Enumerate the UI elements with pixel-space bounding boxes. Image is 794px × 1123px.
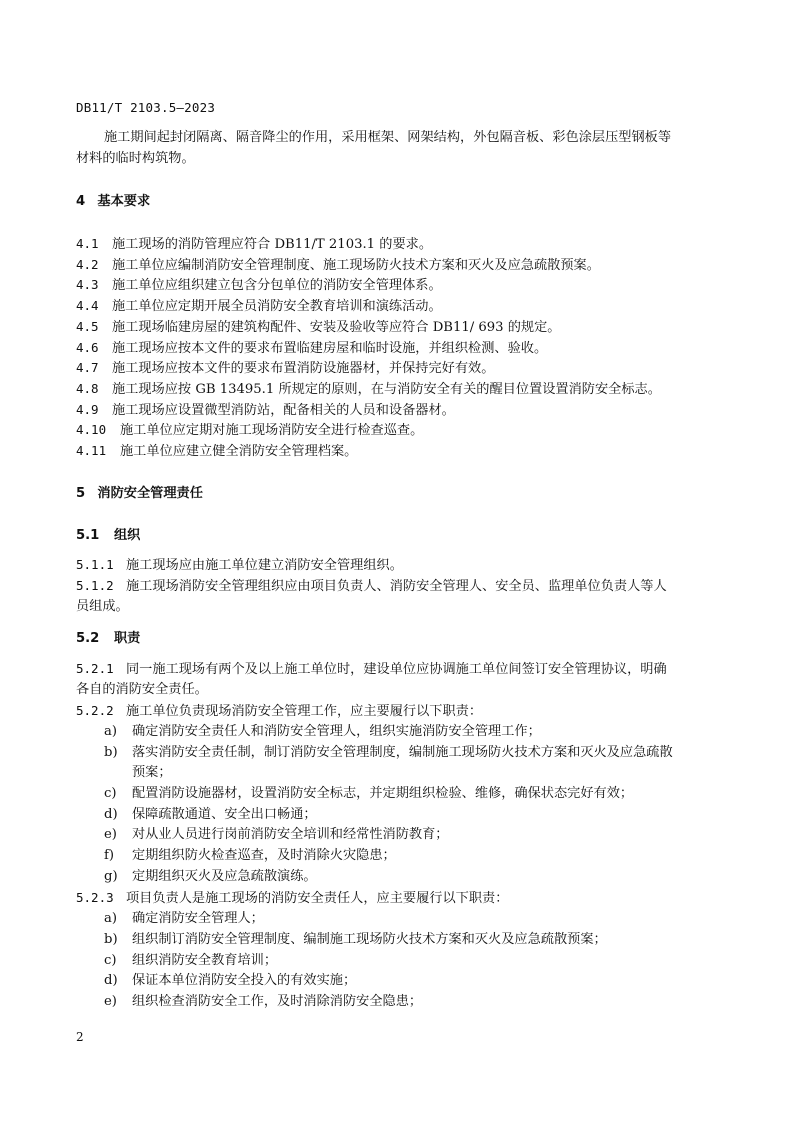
list-marker: c) — [104, 786, 117, 801]
subsection-title: 职责 — [114, 631, 141, 646]
clause-4-9 — [76, 401, 716, 420]
clause-4-3 — [76, 276, 716, 295]
list-item-b — [104, 931, 744, 949]
clause-text: 施工现场消防安全管理组织应由项目负责人、消防安全管理人、安全员、监理单位负责人等人 — [126, 579, 667, 594]
list-marker: e) — [104, 827, 117, 842]
section-4-number: 4 — [76, 194, 86, 209]
list-item-d — [104, 972, 744, 990]
clause-number: 4.11 — [76, 443, 107, 458]
list-item-b-cont: 预案； — [132, 765, 172, 780]
clause-text: 施工现场临建房屋的建筑构配件、安装及验收等应符合 DB11/ 693 的规定。 — [112, 320, 561, 335]
clause-5-2-1-cont: 各自的消防安全责任。 — [76, 682, 208, 697]
list-item-f — [104, 847, 744, 865]
clause-text: 施工单位应建立健全消防安全管理档案。 — [120, 444, 358, 459]
clause-number: 4.2 — [76, 257, 99, 272]
list-text: 定期组织防火检查巡查，及时消除火灾隐患； — [132, 848, 396, 863]
clause-text: 施工现场的消防管理应符合 DB11/T 2103.1 的要求。 — [112, 237, 433, 252]
list-text: 对从业人员进行岗前消防安全培训和经常性消防教育； — [132, 827, 449, 842]
list-marker: a) — [104, 911, 118, 926]
clause-number: 4.5 — [76, 319, 99, 334]
subsection-5-1-heading — [76, 527, 716, 545]
clause-number: 4.9 — [76, 402, 99, 417]
clause-number: 5.2.3 — [76, 890, 114, 905]
clause-text: 施工现场应由施工单位建立消防安全管理组织。 — [126, 558, 403, 573]
list-marker: c) — [104, 953, 117, 968]
clause-number: 5.1.1 — [76, 557, 114, 572]
clause-5-2-3 — [76, 889, 716, 908]
clause-text: 施工单位应编制消防安全管理制度、施工现场防火技术方案和灭火及应急疏散预案。 — [112, 258, 600, 273]
clause-4-2 — [76, 256, 716, 275]
list-marker: b) — [104, 932, 118, 947]
clause-5-1-2 — [76, 577, 716, 596]
document-code-header: DB11/T 2103.5—2023 — [76, 100, 216, 115]
list-item-c — [104, 785, 744, 803]
clause-5-1-1 — [76, 556, 716, 575]
clause-number: 4.6 — [76, 340, 99, 355]
subsection-5-2-heading — [76, 630, 716, 648]
clause-number: 5.2.1 — [76, 661, 114, 676]
list-marker: b) — [104, 745, 118, 760]
intro-line-2: 材料的临时构筑物。 — [76, 151, 195, 166]
clause-5-2-1 — [76, 660, 716, 679]
list-item-a — [104, 910, 744, 928]
clause-text: 施工现场应按 GB 13495.1 所规定的原则，在与消防安全有关的醒目位置设置消防安全标志。 — [112, 382, 661, 397]
list-item-e — [104, 826, 744, 844]
clause-number: 5.2.2 — [76, 703, 114, 718]
list-text: 确定消防安全管理人； — [132, 911, 264, 926]
clause-text: 项目负责人是施工现场的消防安全责任人，应主要履行以下职责： — [126, 891, 509, 906]
section-5-heading — [76, 485, 716, 503]
list-marker: f) — [104, 848, 115, 863]
list-text: 保障疏散通道、安全出口畅通； — [132, 807, 317, 822]
section-5-title: 消防安全管理责任 — [97, 486, 203, 501]
clause-number: 4.10 — [76, 422, 107, 437]
list-marker: a) — [104, 724, 118, 739]
clause-number: 4.8 — [76, 381, 99, 396]
list-item-a — [104, 723, 744, 741]
clause-5-1-2-cont: 员组成。 — [76, 599, 129, 614]
subsection-number: 5.2 — [76, 631, 100, 646]
clause-4-7 — [76, 359, 716, 378]
list-text: 组织检查消防安全工作，及时消除消防安全隐患； — [132, 994, 423, 1009]
clause-text: 施工现场应按本文件的要求布置临建房屋和临时设施，并组织检测、验收。 — [112, 341, 548, 356]
clause-4-1 — [76, 235, 716, 254]
clause-number: 4.7 — [76, 360, 99, 375]
list-item-b — [104, 744, 744, 762]
page-number: 2 — [76, 1030, 84, 1044]
clause-text: 施工单位负责现场消防安全管理工作，应主要履行以下职责： — [126, 704, 483, 719]
clause-5-2-2 — [76, 702, 716, 721]
clause-number: 4.3 — [76, 277, 99, 292]
list-item-c — [104, 952, 744, 970]
section-4-title: 基本要求 — [97, 194, 151, 209]
list-marker: d) — [104, 973, 118, 988]
clause-text: 施工现场应设置微型消防站，配备相关的人员和设备器材。 — [112, 403, 455, 418]
clause-number: 4.1 — [76, 236, 99, 251]
list-text: 保证本单位消防安全投入的有效实施； — [132, 973, 357, 988]
list-item-e — [104, 993, 744, 1011]
intro-line-1: 施工期间起封闭隔离、隔音降尘的作用，采用框架、网架结构，外包隔音板、彩色涂层压型钢板等 — [104, 130, 672, 145]
clause-text: 同一施工现场有两个及以上施工单位时，建设单位应协调施工单位间签订安全管理协议，明确 — [126, 662, 667, 677]
clause-4-5 — [76, 318, 716, 337]
clause-4-6 — [76, 339, 716, 358]
section-4-heading — [76, 193, 716, 211]
clause-text: 施工单位应定期对施工现场消防安全进行检查巡查。 — [120, 423, 424, 438]
list-text: 组织制订消防安全管理制度、编制施工现场防火技术方案和灭火及应急疏散预案； — [132, 932, 607, 947]
clause-number: 4.4 — [76, 298, 99, 313]
list-marker: d) — [104, 807, 118, 822]
clause-4-8 — [76, 380, 716, 399]
clause-4-10 — [76, 421, 716, 440]
list-text: 配置消防设施器材，设置消防安全标志，并定期组织检验、维修，确保状态完好有效； — [132, 786, 634, 801]
list-text: 组织消防安全教育培训； — [132, 953, 278, 968]
list-item-g — [104, 868, 744, 886]
clause-text: 施工单位应定期开展全员消防安全教育培训和演练活动。 — [112, 299, 442, 314]
clause-4-11 — [76, 442, 716, 461]
subsection-title: 组织 — [114, 528, 141, 543]
subsection-number: 5.1 — [76, 528, 100, 543]
list-text: 定期组织灭火及应急疏散演练。 — [132, 869, 317, 884]
list-text: 落实消防安全责任制，制订消防安全管理制度，编制施工现场防火技术方案和灭火及应急疏散 — [132, 745, 673, 760]
clause-4-4 — [76, 297, 716, 316]
list-item-d — [104, 806, 744, 824]
list-marker: g) — [104, 869, 118, 884]
clause-number: 5.1.2 — [76, 578, 114, 593]
list-text: 确定消防安全责任人和消防安全管理人，组织实施消防安全管理工作； — [132, 724, 541, 739]
section-5-number: 5 — [76, 486, 86, 501]
clause-text: 施工现场应按本文件的要求布置消防设施器材，并保持完好有效。 — [112, 361, 495, 376]
clause-text: 施工单位应组织建立包含分包单位的消防安全管理体系。 — [112, 278, 442, 293]
list-marker: e) — [104, 994, 117, 1009]
